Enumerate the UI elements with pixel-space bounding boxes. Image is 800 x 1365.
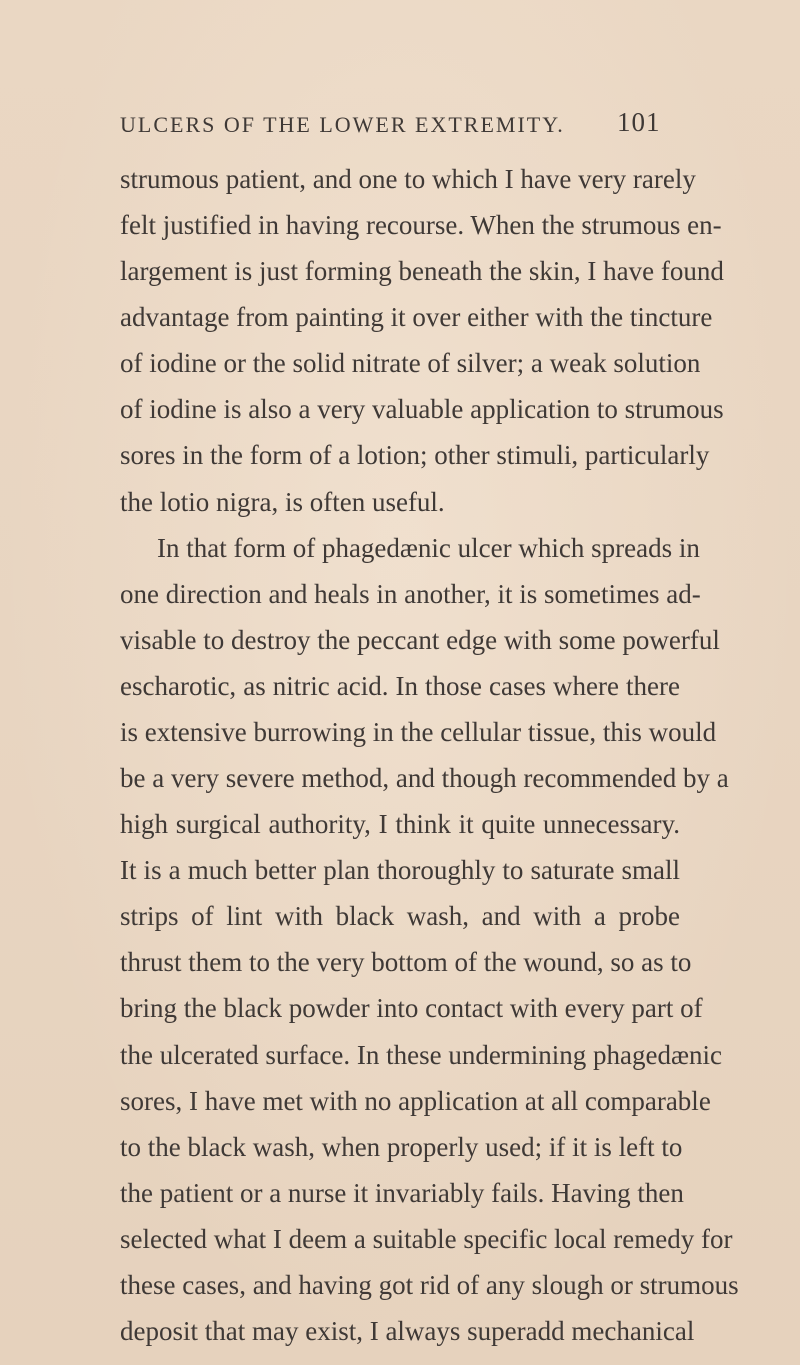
text-line: one direction and heals in another, it is sometimes ad-	[120, 578, 701, 609]
text-line: sores in the form of a lotion; other stimuli, particularly	[120, 440, 710, 471]
text-line: felt justified in having recourse. When the strumous en-	[120, 210, 722, 241]
text-line: be a very severe method, and though recommended by a	[120, 763, 729, 794]
text-line: selected what I deem a suitable specific local remedy for	[120, 1223, 733, 1254]
page-number: 101	[617, 107, 661, 137]
running-title: ULCERS OF THE LOWER EXTREMITY.	[120, 112, 565, 137]
text-line: the patient or a nurse it invariably fails. Having then	[120, 1177, 684, 1208]
text-line: escharotic, as nitric acid. In those cases where there	[120, 670, 680, 701]
text-line: of iodine is also a very valuable application to strumous	[120, 394, 724, 425]
text-line: deposit that may exist, I always superadd mechanical	[120, 1316, 695, 1346]
text-line: these cases, and having got rid of any slough or strumous	[120, 1269, 739, 1300]
text-line: strips of lint with black wash, and with a probe	[120, 901, 680, 932]
text-line: It is a much better plan thoroughly to saturate small	[120, 855, 680, 886]
running-head	[120, 107, 670, 142]
text-line: the ulcerated surface. In these undermining phagedænic	[120, 1039, 723, 1070]
text-line: high surgical authority, I think it quite unnecessary.	[120, 809, 680, 840]
text-line: thrust them to the very bottom of the wound, so as to	[120, 947, 692, 978]
text-line: of iodine or the solid nitrate of silver; a weak solution	[120, 348, 701, 379]
text-line: visable to destroy the peccant edge with some powerful	[120, 624, 720, 655]
text-line: largement is just forming beneath the skin, I have found	[120, 256, 724, 287]
text-line: advantage from painting it over either with the tincture	[120, 302, 713, 333]
text-line: bring the black powder into contact with every part of	[120, 993, 703, 1024]
text-line: is extensive burrowing in the cellular tissue, this would	[120, 716, 717, 747]
text-line: the lotio nigra, is often useful.	[120, 486, 445, 517]
text-line: In that form of phagedænic ulcer which spreads in	[157, 532, 700, 563]
text-line: strumous patient, and one to which I have very rarely	[120, 164, 696, 194]
text-line: to the black wash, when properly used; if it is left to	[120, 1131, 683, 1162]
text-line: sores, I have met with no application at all comparable	[120, 1085, 711, 1116]
